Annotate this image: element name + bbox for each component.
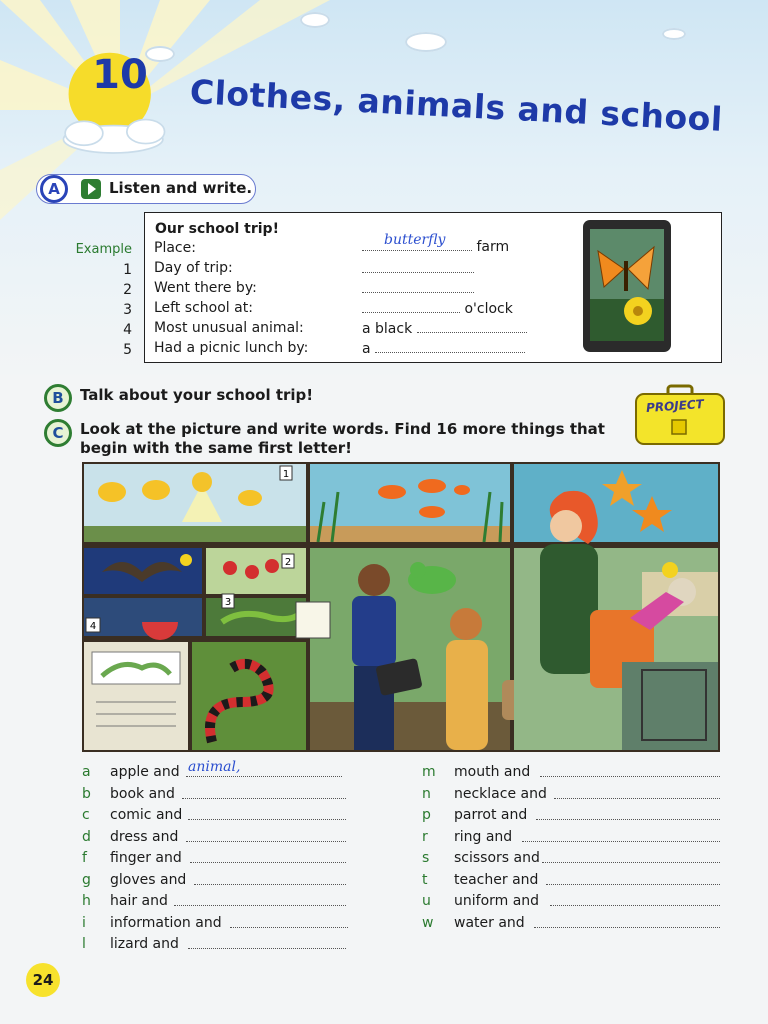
section-a-header	[36, 174, 256, 204]
item-prompt: apple and	[110, 764, 180, 780]
picture-label-3: 3	[224, 597, 232, 608]
item-letter: r	[422, 829, 428, 845]
row-answer-field[interactable]	[362, 300, 513, 317]
cloud	[300, 12, 330, 28]
item-prompt: lizard and	[110, 936, 179, 952]
item-letter: u	[422, 893, 431, 909]
item-letter: s	[422, 850, 430, 866]
answer-field[interactable]	[550, 893, 720, 910]
row-suffix: farm	[476, 239, 510, 255]
item-letter: d	[82, 829, 91, 845]
section-letter-a: A	[40, 175, 68, 203]
row-question: Day of trip:	[154, 260, 233, 276]
item-prompt: water and	[454, 915, 525, 931]
row-question: Had a picnic lunch by:	[154, 340, 309, 356]
answer-field[interactable]	[230, 915, 348, 932]
row-label: 1	[123, 262, 132, 278]
item-prompt: gloves and	[110, 872, 187, 888]
row-prefix: a	[362, 341, 371, 357]
row-answer-field[interactable]	[362, 320, 527, 337]
section-b-instruction: Talk about your school trip!	[80, 386, 314, 404]
section-a-instruction: Listen and write.	[109, 179, 253, 197]
picture-label-4: 4	[89, 621, 97, 632]
row-question: Most unusual animal:	[154, 320, 304, 336]
section-c-instruction-line2: begin with the same first letter!	[80, 439, 352, 457]
row-answer-field[interactable]	[362, 280, 474, 297]
item-letter: n	[422, 786, 431, 802]
answer-field[interactable]	[188, 807, 346, 824]
example-answer: animal,	[188, 759, 241, 775]
item-prompt: information and	[110, 915, 222, 931]
item-prompt: parrot and	[454, 807, 528, 823]
answer-field[interactable]	[186, 759, 342, 781]
audio-play-icon[interactable]	[81, 179, 101, 199]
item-letter: p	[422, 807, 431, 823]
item-letter: c	[82, 807, 90, 823]
item-letter: a	[82, 764, 91, 780]
form-title: Our school trip!	[155, 221, 279, 237]
item-letter: m	[422, 764, 436, 780]
item-prompt: hair and	[110, 893, 168, 909]
answer-field[interactable]	[554, 786, 720, 803]
answer-field[interactable]	[536, 807, 720, 824]
row-label: 5	[123, 342, 132, 358]
answer-field[interactable]	[188, 936, 346, 953]
picture-label-2: 2	[284, 557, 292, 568]
answer-field[interactable]	[546, 872, 720, 889]
answer-field[interactable]	[542, 850, 720, 867]
answer-field[interactable]	[190, 850, 346, 867]
row-prefix: a black	[362, 321, 413, 337]
project-briefcase-icon	[632, 384, 728, 448]
row-question: Left school at:	[154, 300, 253, 316]
item-prompt: necklace and	[454, 786, 547, 802]
row-label: Example	[75, 242, 132, 257]
project-label: PROJECT	[645, 396, 705, 416]
row-question: Went there by:	[154, 280, 257, 296]
answer-field[interactable]	[182, 786, 346, 803]
item-letter: i	[82, 915, 86, 931]
answer-field[interactable]	[522, 829, 720, 846]
page-number: 24	[26, 963, 60, 997]
section-c-instruction-line1: Look at the picture and write words. Find 16 more things that	[80, 420, 605, 438]
answer-field[interactable]	[174, 893, 346, 910]
zoo-illustration	[82, 462, 720, 752]
row-suffix: o'clock	[464, 301, 513, 317]
item-letter: t	[422, 872, 428, 888]
item-prompt: uniform and	[454, 893, 540, 909]
row-answer-field[interactable]	[362, 260, 474, 277]
item-letter: g	[82, 872, 91, 888]
unit-number: 10	[92, 52, 148, 98]
item-letter: w	[422, 915, 434, 931]
item-letter: h	[82, 893, 91, 909]
item-letter: f	[82, 850, 87, 866]
item-letter: l	[82, 936, 86, 952]
row-answer-field[interactable]	[362, 232, 510, 255]
row-answer-field[interactable]	[362, 340, 525, 357]
row-label: 2	[123, 282, 132, 298]
cloud	[662, 28, 686, 40]
section-letter-c: C	[44, 419, 72, 447]
cloud	[405, 32, 447, 52]
page-title: Clothes, animals and school	[188, 72, 724, 139]
answer-field[interactable]	[186, 829, 346, 846]
answer-field[interactable]	[194, 872, 346, 889]
answer-field[interactable]	[540, 764, 720, 781]
item-prompt: mouth and	[454, 764, 531, 780]
example-answer: butterfly	[384, 232, 446, 248]
item-prompt: finger and	[110, 850, 182, 866]
item-prompt: teacher and	[454, 872, 539, 888]
row-label: 3	[123, 302, 132, 318]
row-question: Place:	[154, 240, 196, 256]
section-letter-b: B	[44, 384, 72, 412]
item-prompt: comic and	[110, 807, 183, 823]
item-prompt: ring and	[454, 829, 513, 845]
answer-field[interactable]	[534, 915, 720, 932]
row-label: 4	[123, 322, 132, 338]
item-prompt: book and	[110, 786, 175, 802]
item-letter: b	[82, 786, 91, 802]
picture-label-1: 1	[282, 469, 290, 480]
item-prompt: scissors and	[454, 850, 540, 866]
item-prompt: dress and	[110, 829, 179, 845]
tablet-butterfly-image	[583, 220, 671, 352]
